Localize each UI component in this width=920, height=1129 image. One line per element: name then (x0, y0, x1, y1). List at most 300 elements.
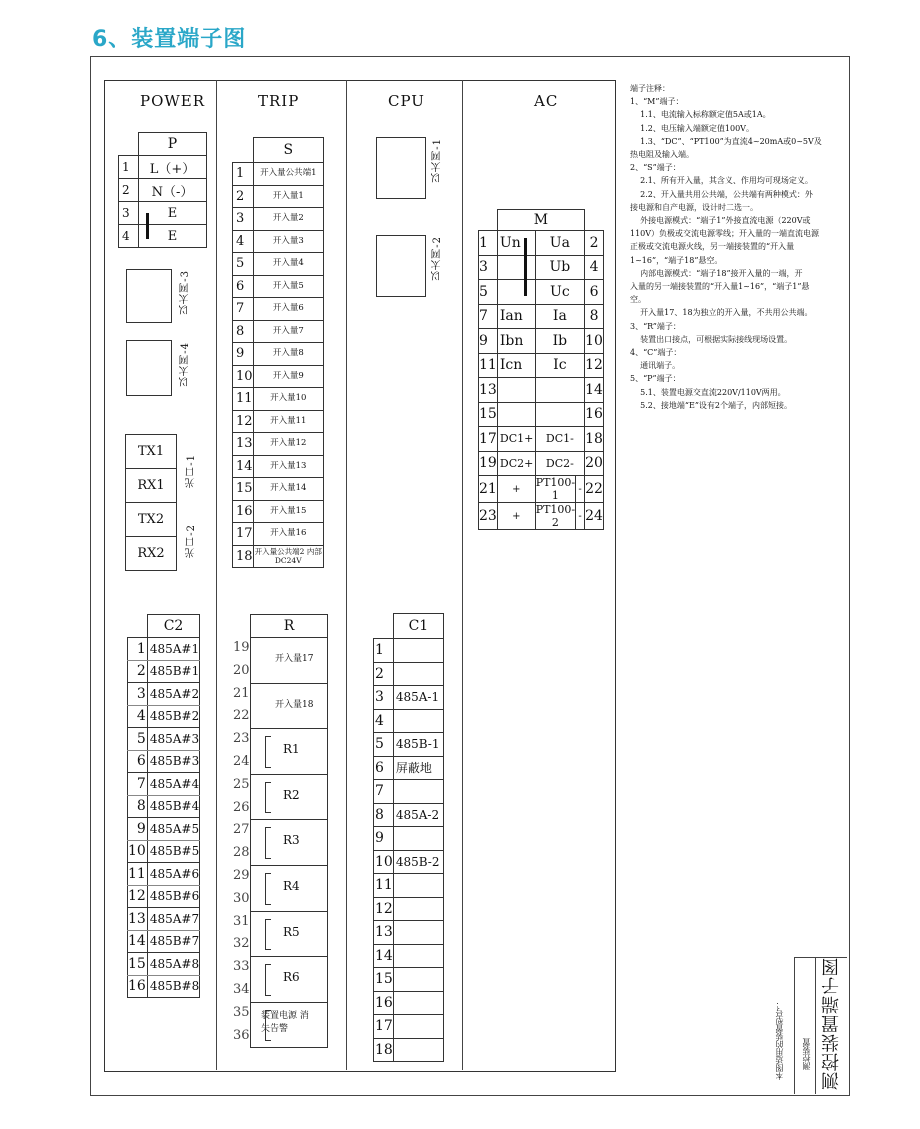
terminal-label: 开入量3 (253, 230, 323, 253)
relay-group (250, 865, 328, 912)
terminal-label: 开入量10 (253, 388, 323, 411)
terminal-label: Ian (497, 304, 535, 329)
terminal-label: 485A-1 (393, 686, 443, 710)
relay-label: R4 (283, 879, 300, 893)
terminal-number: 8 (128, 795, 148, 818)
terminal-number: 10 (233, 365, 254, 388)
terminal-number: 7 (479, 304, 498, 329)
terminal-number: 31 (233, 913, 250, 929)
terminal-row (119, 202, 207, 225)
terminal-row (233, 455, 324, 478)
note-line: 热电阻及输入端。 (630, 150, 694, 160)
terminal-row (374, 968, 444, 992)
ethernet-port-2 (376, 235, 426, 297)
terminal-label: 485B-2 (393, 850, 443, 874)
terminal-label (393, 874, 443, 898)
note-line: 内部电源模式：“端子18”接开入量的一端，开 (630, 268, 803, 278)
title-block-main: 测控装置端子图 (821, 957, 842, 1090)
terminal-number: 9 (479, 329, 498, 354)
terminal-label (393, 709, 443, 733)
r-block-title: R (250, 614, 328, 638)
terminal-row (128, 975, 200, 998)
title-block (794, 957, 847, 1094)
terminal-number: 29 (233, 868, 250, 883)
ethernet-port-3 (126, 269, 172, 323)
terminal-number: 15 (479, 402, 498, 427)
terminal-number: 23 (233, 731, 250, 747)
relay-label: 开入量18 (275, 699, 314, 710)
terminal-row (479, 503, 604, 530)
terminal-number: 10 (374, 850, 394, 874)
c2-terminal-block (127, 614, 200, 998)
terminal-number: 1 (233, 163, 254, 186)
note-line: 正极或交流电源火线，另一端接装置的“开入量 (630, 242, 795, 252)
terminal-label: 开入量2 (253, 208, 323, 231)
note-line: 1、“M”端子： (630, 97, 684, 107)
terminal-row (374, 1038, 444, 1062)
p-terminal-block (118, 132, 207, 248)
terminal-number: 1 (128, 638, 148, 661)
terminal-label: 开入量4 (253, 253, 323, 276)
contact-bracket (265, 1010, 271, 1042)
terminal-row (479, 329, 604, 354)
terminal-row (128, 930, 200, 953)
contact-bracket (265, 964, 271, 996)
terminal-number: 2 (119, 179, 139, 202)
terminal-number: 9 (374, 827, 394, 851)
terminal-number: 13 (233, 433, 254, 456)
terminal-number: 5 (128, 728, 148, 751)
terminal-label (393, 780, 443, 804)
terminal-row (374, 733, 444, 757)
terminal-number: 2 (128, 660, 148, 683)
column-title-power: POWER (140, 92, 206, 110)
terminal-label: + (497, 476, 535, 503)
terminal-row (128, 885, 200, 908)
terminal-row (128, 728, 200, 751)
terminal-row (374, 803, 444, 827)
fiber-port-label: RX2 (126, 537, 177, 571)
terminal-row (374, 850, 444, 874)
terminal-number: 6 (128, 750, 148, 773)
terminal-label: PT100-2 (535, 503, 576, 529)
s-terminal-block (232, 137, 324, 568)
ethernet-label-4: 以太网-4 (180, 342, 191, 387)
terminal-label: DC1- (535, 427, 584, 452)
terminal-label: Uc (535, 280, 584, 305)
terminal-row (374, 921, 444, 945)
relay-label: R3 (283, 833, 300, 848)
terminal-number: 17 (479, 427, 498, 452)
column-title-trip: TRIP (258, 92, 300, 110)
terminal-number: 22 (233, 708, 250, 724)
terminal-row (128, 908, 200, 931)
column-divider (346, 80, 347, 1070)
note-line: 1.3、“DC”、“PT100”为直流4~20mA或0~5V及 (630, 136, 822, 146)
terminal-label (393, 897, 443, 921)
terminal-label: - (576, 503, 585, 530)
ethernet-label-2: 以太网-2 (432, 236, 443, 281)
terminal-label: E (139, 202, 207, 225)
terminal-label: 开入量13 (253, 455, 323, 478)
terminal-label: Ub (535, 255, 584, 280)
terminal-number: 10 (585, 329, 604, 354)
terminal-number: 17 (233, 523, 254, 546)
note-line: 外接电源模式：“端子1”外接直流电源（220V或 (630, 216, 811, 226)
fiber-port-1-label: 光口-1 (186, 454, 197, 488)
terminal-label: Un (497, 231, 535, 256)
terminal-number: 19 (479, 451, 498, 476)
terminal-label: E (139, 225, 207, 248)
contact-bracket (265, 736, 271, 768)
terminal-row (479, 304, 604, 329)
terminal-row (233, 365, 324, 388)
terminal-label: 开入量6 (253, 298, 323, 321)
terminal-number: 19 (233, 640, 250, 655)
terminal-label (393, 662, 443, 686)
terminal-row (119, 225, 207, 248)
terminal-row (233, 230, 324, 253)
p-block-title: P (139, 133, 207, 156)
terminal-row (374, 944, 444, 968)
terminal-number: 11 (128, 863, 148, 886)
terminal-label: 485B#4 (147, 795, 199, 818)
terminal-number: 14 (233, 455, 254, 478)
terminal-number: 23 (479, 503, 498, 530)
terminal-number: 21 (479, 476, 498, 503)
column-divider (216, 80, 217, 1070)
note-line: 5.1、装置电源交直流220V/110V两用。 (630, 387, 786, 397)
relay-group (250, 911, 328, 958)
terminal-number: 18 (233, 545, 254, 568)
terminal-number: 30 (233, 890, 250, 906)
terminal-label: 485B#3 (147, 750, 199, 773)
terminal-number: 32 (233, 936, 250, 952)
c2-block-title: C2 (147, 615, 199, 638)
relay-label: 开入量17 (275, 654, 314, 664)
terminal-label: 开入量8 (253, 343, 323, 366)
terminal-label: Ia (535, 304, 584, 329)
title-block-divider (815, 958, 816, 1094)
terminal-number: 33 (233, 959, 250, 975)
fiber-row (126, 435, 177, 469)
terminal-number: 17 (374, 1015, 394, 1039)
terminal-number: 13 (128, 908, 148, 931)
terminal-label: Ibn (497, 329, 535, 354)
terminal-row (128, 683, 200, 706)
note-line: 空。 (630, 295, 646, 305)
terminal-label: 开入量14 (253, 478, 323, 501)
contact-bracket (265, 782, 271, 814)
relay-label: R2 (283, 787, 300, 802)
terminal-number: 1 (479, 231, 498, 256)
terminal-number: 16 (585, 402, 604, 427)
terminal-number: 12 (374, 897, 394, 921)
terminal-label (497, 402, 535, 427)
terminal-label: 485B#1 (147, 660, 199, 683)
terminal-number: 25 (233, 776, 250, 792)
r-block-number-column (230, 637, 251, 1047)
terminal-row (374, 709, 444, 733)
fiber-port-label: TX1 (126, 435, 177, 469)
terminal-label: 开入量1 (253, 185, 323, 208)
terminal-number: 1 (374, 639, 394, 663)
terminal-number: 12 (128, 885, 148, 908)
terminal-row (128, 953, 200, 976)
terminal-number: 3 (128, 683, 148, 706)
note-line: 端子注释： (630, 84, 670, 93)
terminal-row (374, 1015, 444, 1039)
terminal-number: 20 (585, 451, 604, 476)
contact-bracket (265, 827, 271, 859)
terminal-number: 15 (233, 478, 254, 501)
note-line: 5.2、接地端“E”设有2个端子，内部短接。 (630, 400, 793, 410)
note-line: 2、“S”端子： (630, 163, 681, 173)
terminal-label (535, 402, 584, 427)
terminal-number: 34 (233, 982, 250, 997)
voltage-neutral-link (524, 238, 527, 296)
terminal-row (374, 756, 444, 780)
terminal-label (393, 827, 443, 851)
terminal-label: 屏蔽地 (393, 756, 443, 780)
terminal-number: 24 (585, 503, 604, 530)
contact-bracket (265, 919, 271, 951)
terminal-label (497, 280, 535, 305)
terminal-number: 5 (479, 280, 498, 305)
ethernet-label-3: 以太网-3 (180, 270, 191, 315)
relay-group (250, 1002, 328, 1049)
terminal-number: 7 (374, 780, 394, 804)
terminal-number: 14 (128, 930, 148, 953)
column-title-ac: AC (534, 92, 559, 110)
note-line: 1.1、电流输入标称额定值5A或1A。 (630, 110, 771, 120)
note-line: 1~16”，“端子18”悬空。 (630, 255, 723, 265)
terminal-row (233, 343, 324, 366)
terminal-label: L（+） (139, 156, 207, 179)
terminal-number: 11 (374, 874, 394, 898)
terminal-number: 6 (585, 280, 604, 305)
terminal-number: 11 (233, 388, 254, 411)
terminal-row (233, 545, 324, 568)
fiber-port-block (125, 434, 177, 571)
terminal-number: 4 (128, 705, 148, 728)
ethernet-port-1 (376, 137, 426, 199)
terminal-row (479, 353, 604, 378)
relay-label: R5 (283, 924, 300, 939)
terminal-row (119, 156, 207, 179)
terminal-label: PT100-1 (535, 476, 576, 502)
terminal-number: 18 (374, 1038, 394, 1062)
terminal-row (374, 780, 444, 804)
terminal-row (233, 275, 324, 298)
terminal-number: 3 (233, 208, 254, 231)
terminal-label (393, 944, 443, 968)
terminal-label: 485A#4 (147, 773, 199, 796)
terminal-label: 开入量15 (253, 500, 323, 523)
relay-group (250, 819, 328, 866)
terminal-number: 10 (128, 840, 148, 863)
terminal-label: 485B#5 (147, 840, 199, 863)
terminal-label: 485B#7 (147, 930, 199, 953)
terminal-number: 36 (233, 1027, 250, 1043)
column-divider (462, 80, 463, 1070)
terminal-number: 27 (233, 822, 250, 838)
note-line: 110V）负极或交流电源零线；开入量的一端直流电源 (630, 229, 820, 239)
terminal-row (128, 818, 200, 841)
terminal-number: 9 (233, 343, 254, 366)
terminal-row (233, 208, 324, 231)
relay-group (250, 728, 328, 775)
section-heading: 6、装置端子图 (92, 27, 247, 52)
terminal-row (374, 897, 444, 921)
terminal-label: 开入量16 (253, 523, 323, 546)
terminal-number: 13 (479, 378, 498, 403)
terminal-notes (630, 82, 830, 412)
terminal-number: 21 (233, 685, 250, 701)
terminal-number: 4 (233, 230, 254, 253)
terminal-label: + (497, 503, 535, 530)
terminal-label (393, 1038, 443, 1062)
note-line: 2.2、开入量共用公共端，公共端有两种模式：外 (630, 189, 813, 199)
note-line: 接电源和自产电源，设计时二选一。 (630, 202, 758, 212)
terminal-row (128, 638, 200, 661)
terminal-row (479, 476, 604, 503)
note-line: 入量的另一端接装置的“开入量1~16”，“端子1”悬 (630, 282, 810, 292)
terminal-row (479, 231, 604, 256)
terminal-row (374, 662, 444, 686)
terminal-number: 28 (233, 845, 250, 861)
terminal-row (233, 163, 324, 186)
terminal-number: 20 (233, 662, 250, 678)
terminal-label (393, 1015, 443, 1039)
column-title-cpu: CPU (388, 92, 425, 110)
s-block-title: S (253, 138, 323, 163)
terminal-row (479, 402, 604, 427)
terminal-row (233, 388, 324, 411)
terminal-label: 开入量公共端2 内部DC24V (253, 545, 323, 568)
terminal-label: Ib (535, 329, 584, 354)
terminal-number: 18 (585, 427, 604, 452)
terminal-row (233, 320, 324, 343)
note-line: 5、“P”端子： (630, 374, 681, 384)
terminal-row (374, 991, 444, 1015)
terminal-number: 4 (374, 709, 394, 733)
terminal-number: 5 (233, 253, 254, 276)
terminal-label: DC2- (535, 451, 584, 476)
fiber-port-label: RX1 (126, 469, 177, 503)
terminal-number: 16 (374, 991, 394, 1015)
ground-link-bar (146, 213, 149, 239)
note-line: 4、“C”端子： (630, 348, 682, 358)
relay-label: R6 (283, 970, 300, 985)
terminal-number: 3 (119, 202, 139, 225)
terminal-row (479, 255, 604, 280)
terminal-number: 12 (585, 353, 604, 378)
terminal-row (374, 827, 444, 851)
terminal-label: 485A#3 (147, 728, 199, 751)
terminal-row (128, 795, 200, 818)
c1-block-title: C1 (393, 614, 443, 639)
note-line: 2.1、所有开入量，其含义、作用均可现场定义。 (630, 176, 813, 186)
terminal-row (128, 660, 200, 683)
terminal-label: 485A#2 (147, 683, 199, 706)
terminal-label: 开入量11 (253, 410, 323, 433)
terminal-number: 24 (233, 754, 250, 769)
terminal-label: 485B#8 (147, 975, 199, 998)
title-block-device-label: 本图适用的装置型号： (775, 1000, 784, 1080)
terminal-row (233, 253, 324, 276)
terminal-label: Icn (497, 353, 535, 378)
fiber-row (126, 503, 177, 537)
terminal-number: 3 (479, 255, 498, 280)
ethernet-port-4 (126, 340, 172, 396)
terminal-number: 2 (233, 185, 254, 208)
terminal-number: 14 (374, 944, 394, 968)
terminal-label: 开入量公共端1 (253, 163, 323, 186)
terminal-row (233, 410, 324, 433)
fiber-row (126, 537, 177, 571)
terminal-number: 15 (128, 953, 148, 976)
terminal-number: 26 (233, 799, 250, 815)
terminal-row (374, 686, 444, 710)
terminal-number: 8 (585, 304, 604, 329)
terminal-number: 5 (374, 733, 394, 757)
terminal-number: 6 (374, 756, 394, 780)
terminal-label: 485A#6 (147, 863, 199, 886)
terminal-label: 485A#5 (147, 818, 199, 841)
terminal-row (128, 705, 200, 728)
terminal-row (233, 523, 324, 546)
terminal-label: DC2+ (497, 451, 535, 476)
terminal-row (128, 840, 200, 863)
m-block-title: M (497, 210, 584, 231)
terminal-label: 485B#2 (147, 705, 199, 728)
terminal-row (233, 433, 324, 456)
terminal-number: 2 (585, 231, 604, 256)
fiber-port-2-label: 光口-2 (186, 524, 197, 558)
terminal-number: 8 (374, 803, 394, 827)
contact-bracket (265, 873, 271, 905)
terminal-row (374, 639, 444, 663)
terminal-row (479, 280, 604, 305)
fiber-port-label: TX2 (126, 503, 177, 537)
terminal-label (393, 991, 443, 1015)
terminal-row (128, 863, 200, 886)
relay-group (250, 683, 328, 730)
terminal-row (128, 750, 200, 773)
terminal-row (128, 773, 200, 796)
terminal-number: 12 (233, 410, 254, 433)
terminal-row (233, 185, 324, 208)
terminal-number: 6 (233, 275, 254, 298)
ethernet-label-1: 以太网-1 (432, 138, 443, 183)
relay-group (250, 956, 328, 1003)
terminal-number: 9 (128, 818, 148, 841)
terminal-row (233, 298, 324, 321)
terminal-number: 7 (233, 298, 254, 321)
m-terminal-block (478, 209, 604, 530)
terminal-label: N（-） (139, 179, 207, 202)
terminal-number: 35 (233, 1004, 250, 1020)
relay-label: R1 (283, 742, 300, 757)
note-line: 3、“R”端子： (630, 321, 681, 331)
terminal-row (479, 427, 604, 452)
terminal-label: DC1+ (497, 427, 535, 452)
terminal-number: 22 (585, 476, 604, 503)
terminal-number: 13 (374, 921, 394, 945)
terminal-label: - (576, 476, 585, 503)
terminal-label: 开入量12 (253, 433, 323, 456)
